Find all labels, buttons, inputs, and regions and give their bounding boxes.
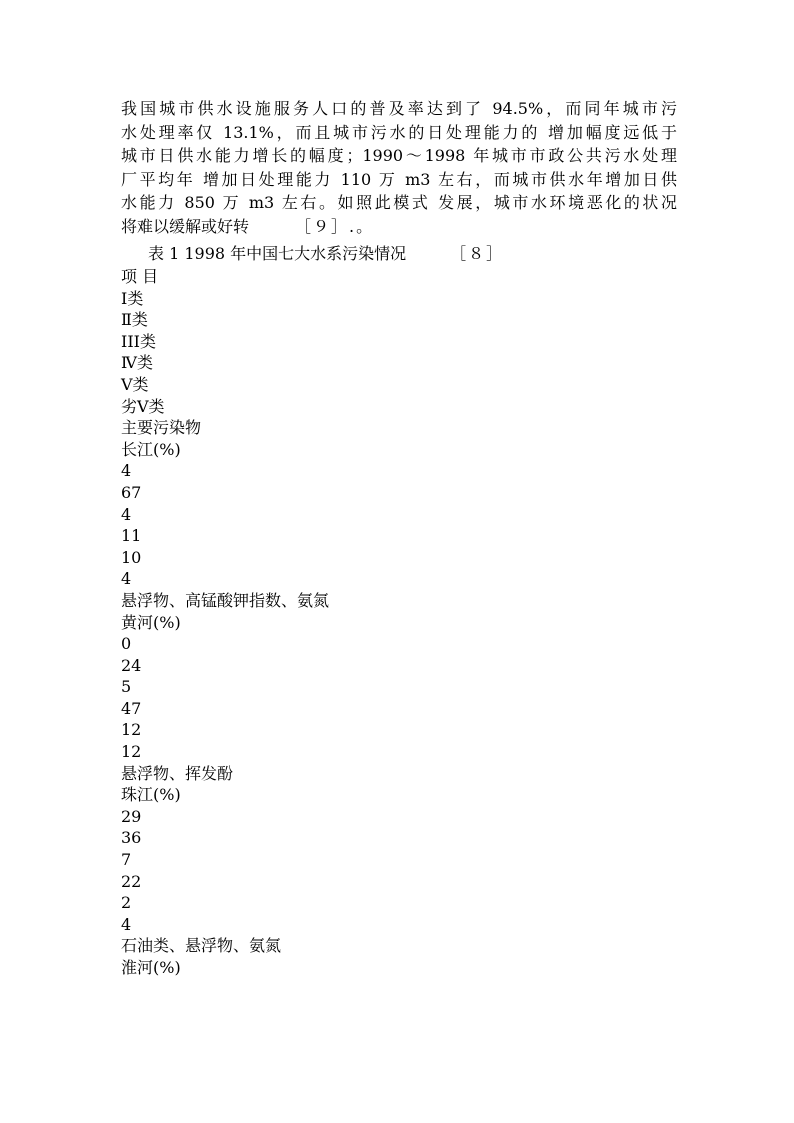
table-cell-value: 10 — [121, 547, 142, 567]
table-header-item: 项 目 — [121, 267, 159, 286]
table-cell-pollutants: 石油类、悬浮物、氨氮 — [121, 936, 282, 956]
table-content-list — [121, 266, 329, 979]
river-name-zhujiang: 珠江(%) — [121, 785, 181, 805]
table-cell-pollutants: 悬浮物、挥发酚 — [121, 763, 234, 783]
paragraph-line: 我国城市供水设施服务人口的普及率达到了 94.5%，而同年城市污 — [121, 99, 677, 118]
table-cell-pollutants: 悬浮物、高锰酸钾指数、氨氮 — [121, 590, 330, 610]
table-header-item: III类 — [121, 331, 156, 351]
body-paragraph — [121, 97, 677, 238]
table-cell-value: 0 — [121, 634, 132, 654]
table-cell-value: 22 — [121, 871, 142, 891]
table-cell-value: 29 — [121, 806, 142, 826]
table-header-item: 主要污染物 — [121, 418, 202, 438]
paragraph-line: 水能力 850 万 m3 左右。如照此模式 发展，城市水环境恶化的状况 — [121, 193, 677, 212]
table-cell-value: 4 — [121, 461, 132, 481]
paragraph-line: 城市日供水能力增长的幅度；1990～1998 年城市市政公共污水处理 — [121, 146, 677, 165]
river-name-changjiang: 长江(%) — [121, 439, 181, 459]
paragraph-last-text: 将难以缓解或好转 — [121, 216, 250, 236]
table-header-item: Ⅱ类 — [121, 310, 148, 330]
table-cell-value: 36 — [121, 828, 142, 848]
table-cell-value: 7 — [121, 850, 132, 870]
paragraph-last-line — [121, 215, 677, 239]
table-cell-value: 4 — [121, 569, 132, 589]
table-header-item: 劣Ⅴ类 — [121, 396, 165, 416]
table-cell-value: 11 — [121, 526, 142, 546]
table-cell-value: 24 — [121, 655, 142, 675]
table-header-item: Ⅴ类 — [121, 374, 149, 394]
table-caption-title: 表 1 1998 年中国七大水系污染情况 — [148, 244, 407, 263]
table-cell-value: 2 — [121, 893, 132, 913]
table-cell-value: 12 — [121, 720, 142, 740]
river-name-huanghe: 黄河(%) — [121, 612, 181, 632]
table-header-item: Ⅰ类 — [121, 288, 144, 308]
table-cell-value: 4 — [121, 504, 132, 524]
paragraph-line: 厂平均年 增加日处理能力 110 万 m3 左右，而城市供水年增加日供 — [121, 169, 677, 189]
table-caption — [148, 242, 504, 265]
table-cell-value: 4 — [121, 914, 132, 934]
table-cell-value: 67 — [121, 482, 142, 502]
river-name-huaihe: 淮河(%) — [121, 958, 181, 977]
table-cell-value: 5 — [121, 677, 132, 697]
table-cell-value: 47 — [121, 698, 142, 718]
table-header-item: Ⅳ类 — [121, 353, 153, 373]
table-cell-value: 12 — [121, 742, 142, 762]
paragraph-line: 水处理率仅 13.1%，而且城市污水的日处理能力的 增加幅度远低于 — [121, 122, 677, 142]
table-caption-reference: ［８］ — [450, 244, 505, 263]
citation-reference: ［９］.。 — [295, 216, 375, 236]
